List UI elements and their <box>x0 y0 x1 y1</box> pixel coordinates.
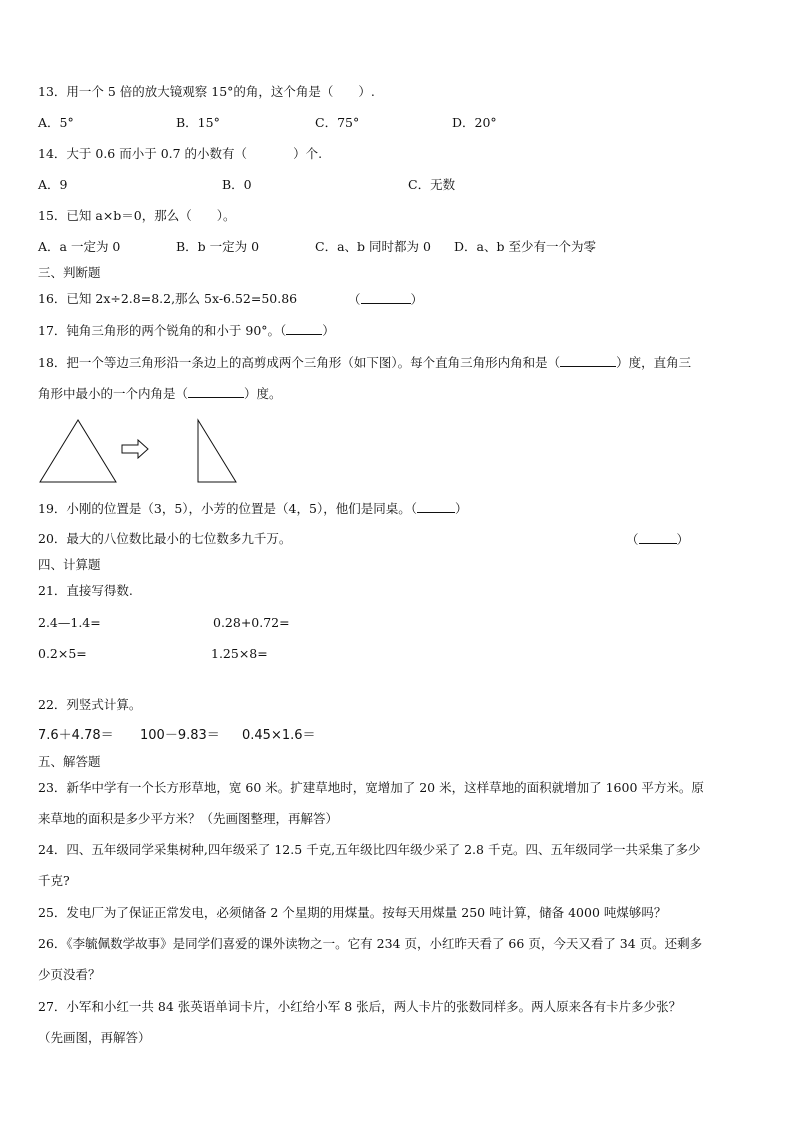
q15-option-d: D．a、b 至少有一个为零 <box>454 239 596 254</box>
q13-option-b: B．15° <box>176 115 220 130</box>
q16-answer-blank: （ ） <box>348 292 424 307</box>
q14-option-c: C．无数 <box>408 177 456 192</box>
q21-item-4: 1.25×8= <box>211 646 268 661</box>
question-23-line-1: 23．新华中学有一个长方形草地，宽 60 米。扩建草地时，宽增加了 20 米，这样草地的面积就增加了 1600 平方米。原 <box>38 780 704 795</box>
q18-figure <box>38 418 248 488</box>
question-13-text: 13．用一个 5 倍的放大镜观察 15°的角，这个角是（ ）. <box>38 84 375 99</box>
section-3-heading: 三、判断题 <box>38 265 101 280</box>
question-16-text: 16．已知 2x÷2.8=8.2,那么 5x-6.52=50.86 <box>38 291 298 306</box>
question-15-text: 15．已知 a×b＝0，那么（ ）。 <box>38 208 236 223</box>
question-18-line-1: 18．把一个等边三角形沿一条边上的高剪成两个三角形（如下图）。每个直角三角形内角和是（ ）度，直角三 <box>38 355 692 370</box>
question-24-line-2: 千克? <box>38 873 70 888</box>
question-22-text: 22．列竖式计算。 <box>38 697 142 712</box>
q20-answer-blank: （ ） <box>626 532 690 547</box>
q18-answer-blank-1 <box>560 354 616 367</box>
question-14-text: 14．大于 0.6 而小于 0.7 的小数有（ ）个. <box>38 146 323 161</box>
q17-answer-blank <box>286 322 322 335</box>
q21-item-2: 0.28+0.72= <box>213 615 290 630</box>
q22-item-2: 100－9.83＝ <box>140 728 220 743</box>
question-19-text: 19．小刚的位置是（3，5），小芳的位置是（4，5），他们是同桌。（ ） <box>38 501 468 516</box>
question-17-text: 17．钝角三角形的两个锐角的和小于 90°。（ ） <box>38 323 335 338</box>
question-24-line-1: 24．四、五年级同学采集树种,四年级采了 12.5 千克,五年级比四年级少采了 2.8 千克。四、五年级同学一共采集了多少 <box>38 842 701 857</box>
section-4-heading: 四、计算题 <box>38 557 101 572</box>
q19-answer-blank <box>417 500 455 513</box>
q14-option-b: B．0 <box>222 177 252 192</box>
q15-option-a: A．a 一定为 0 <box>38 239 121 254</box>
q21-item-3: 0.2×5= <box>38 646 87 661</box>
arrow-icon <box>122 440 148 458</box>
right-triangle <box>198 420 236 482</box>
question-26-line-1: 26．《李毓佩数学故事》是同学们喜爱的课外读物之一。它有 234 页，小红昨天看了 66 页，今天又看了 34 页。还剩多 <box>38 936 703 951</box>
question-27-line-2: （先画图，再解答） <box>38 1030 151 1045</box>
q13-option-c: C．75° <box>315 115 360 130</box>
q22-item-1: 7.6＋4.78＝ <box>38 728 114 743</box>
q18-answer-blank-2 <box>188 385 244 398</box>
q21-item-1: 2.4—1.4= <box>38 615 101 630</box>
q15-option-c: C．a、b 同时都为 0 <box>315 239 431 254</box>
question-25-text: 25．发电厂为了保证正常发电，必须储备 2 个星期的用煤量。按每天用煤量 250 吨计算，储备 4000 吨煤够吗？ <box>38 905 667 920</box>
section-5-heading: 五、解答题 <box>38 754 101 769</box>
question-18-line-2: 角形中最小的一个内角是（ ）度。 <box>38 386 282 401</box>
question-20-text: 20．最大的八位数比最小的七位数多九千万。 <box>38 531 292 546</box>
q14-option-a: A．9 <box>38 177 68 192</box>
question-26-line-2: 少页没看？ <box>38 967 101 982</box>
q15-option-b: B．b 一定为 0 <box>176 239 260 254</box>
question-21-text: 21．直接写得数. <box>38 583 133 598</box>
question-27-line-1: 27．小军和小红一共 84 张英语单词卡片，小红给小军 8 张后，两人卡片的张数同样多。两人原来各有卡片多少张？ <box>38 999 682 1014</box>
q13-option-d: D．20° <box>452 115 497 130</box>
question-23-line-2: 来草地的面积是多少平方米？（先画图整理，再解答） <box>38 811 339 826</box>
q13-option-a: A．5° <box>38 115 74 130</box>
equilateral-triangle <box>40 420 116 482</box>
q22-item-3: 0.45×1.6＝ <box>242 728 316 743</box>
